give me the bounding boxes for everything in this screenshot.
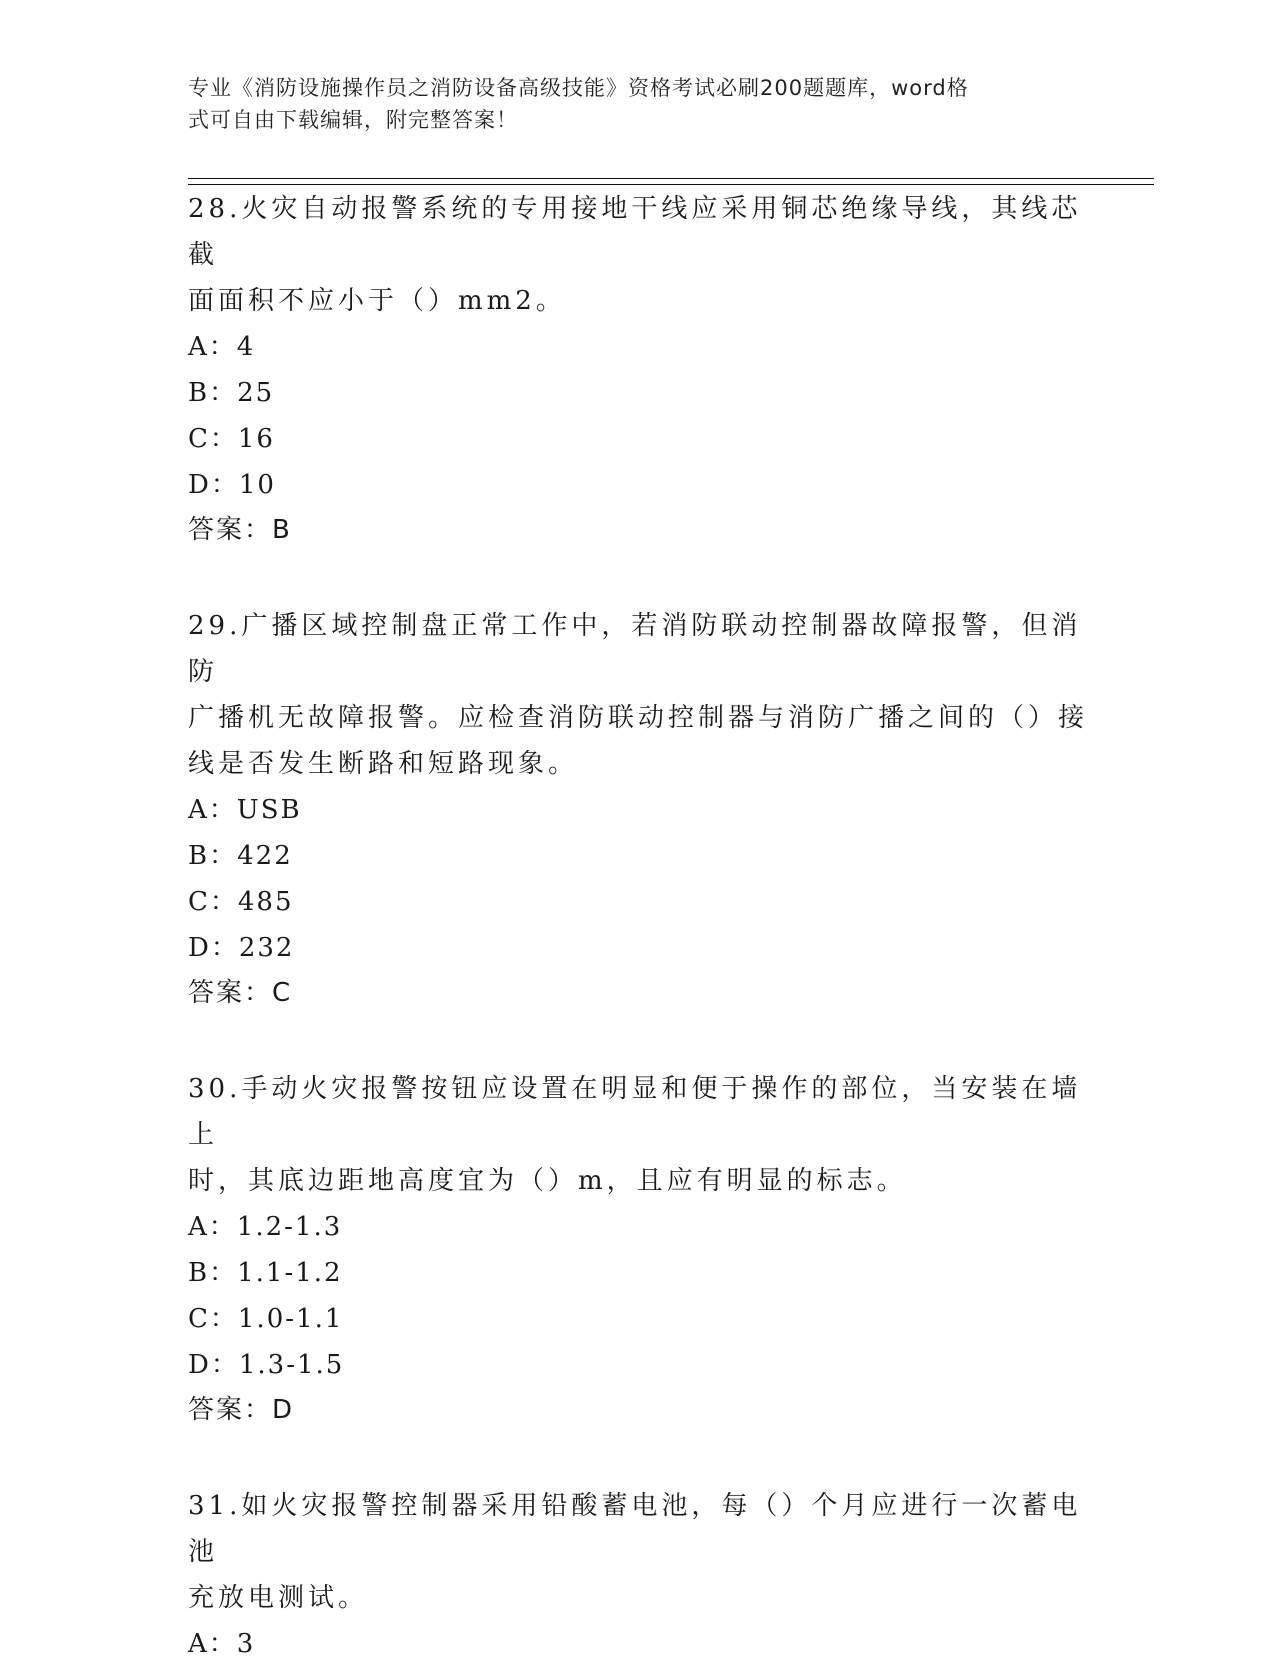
question-list (188, 186, 1088, 1667)
option-b: B：422 (188, 841, 293, 871)
question-stem-line: 时，其底边距地高度宜为（）m，且应有明显的标志。 (188, 1166, 907, 1196)
question-stem-line: 29.广播区域控制盘正常工作中，若消防联动控制器故障报警，但消防 (188, 611, 1082, 687)
question-stem-line: 31.如火灾报警控制器采用铅酸蓄电池，每（）个月应进行一次蓄电池 (188, 1491, 1082, 1567)
question-stem-line: 线是否发生断路和短路现象。 (188, 749, 579, 779)
question-30 (188, 1066, 1088, 1432)
option-b: B：1.1-1.2 (188, 1258, 343, 1288)
answer: 答案：C (188, 978, 293, 1008)
question-stem-line: 面面积不应小于（）mm2。 (188, 286, 566, 316)
question-stem-line: 充放电测试。 (188, 1583, 369, 1613)
answer: 答案：B (188, 515, 292, 545)
option-c: C：16 (188, 424, 275, 454)
answer: 答案：D (188, 1395, 295, 1425)
question-stem-line: 28.火灾自动报警系统的专用接地干线应采用铜芯绝缘导线，其线芯截 (188, 194, 1082, 270)
header-line-2: 式可自由下载编辑，附完整答案！ (188, 108, 518, 132)
option-d: D：232 (188, 933, 295, 963)
option-a: A：1.2-1.3 (188, 1212, 343, 1242)
header-line-1: 专业《消防设施操作员之消防设备高级技能》资格考试必刷200题题库，word格 (188, 76, 969, 100)
question-28 (188, 186, 1088, 552)
question-29 (188, 603, 1088, 1015)
option-d: D：10 (188, 470, 276, 500)
question-stem-line: 广播机无故障报警。应检查消防联动控制器与消防广播之间的（）接 (188, 703, 1089, 733)
option-c: C：1.0-1.1 (188, 1304, 344, 1334)
option-a: A：4 (188, 332, 256, 362)
document-header (188, 72, 1088, 136)
header-divider-top (188, 178, 1154, 179)
option-d: D：1.3-1.5 (188, 1350, 345, 1380)
option-c: C：485 (188, 887, 294, 917)
option-a: A：3 (188, 1629, 256, 1659)
header-divider-bottom (188, 184, 1154, 185)
question-stem-line: 30.手动火灾报警按钮应设置在明显和便于操作的部位，当安装在墙上 (188, 1074, 1082, 1150)
option-b: B：25 (188, 378, 275, 408)
option-a: A：USB (188, 795, 302, 825)
question-31 (188, 1483, 1088, 1667)
